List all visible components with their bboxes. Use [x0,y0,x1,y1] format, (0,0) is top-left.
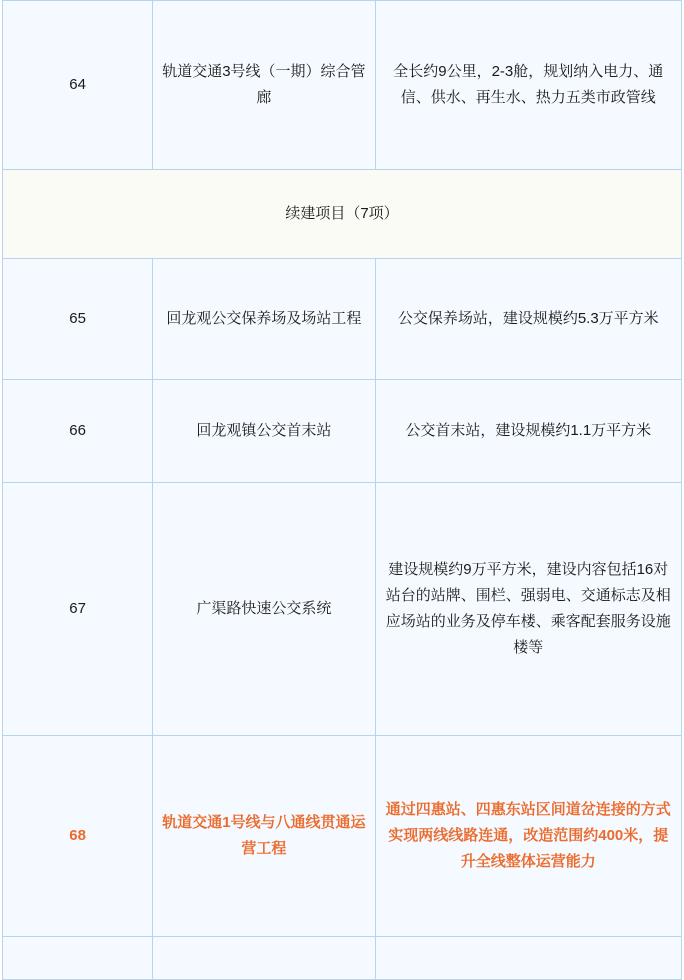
project-table [2,0,682,980]
row-index: 67 [3,483,153,736]
row-description [375,937,681,980]
row-project-name: 广渠路快速公交系统 [153,483,375,736]
row-description: 全长约9公里，2-3舱，规划纳入电力、通信、供水、再生水、热力五类市政管线 [375,1,681,170]
row-description: 公交保养场站，建设规模约5.3万平方米 [375,259,681,380]
row-index: 66 [3,380,153,483]
row-description: 通过四惠站、四惠东站区间道岔连接的方式实现两线线路连通，改造范围约400米，提升全线整体运营能力 [375,736,681,937]
row-index [3,937,153,980]
table-row-partial [3,937,682,980]
project-table-body [3,1,682,980]
table-row [3,483,682,736]
table-row [3,380,682,483]
row-index: 68 [3,736,153,937]
section-label: 续建项目（7项） [3,170,682,259]
table-section-row [3,170,682,259]
row-project-name: 轨道交通1号线与八通线贯通运营工程 [153,736,375,937]
table-row [3,1,682,170]
row-project-name: 回龙观镇公交首末站 [153,380,375,483]
row-description: 公交首末站，建设规模约1.1万平方米 [375,380,681,483]
row-project-name: 回龙观公交保养场及场站工程 [153,259,375,380]
row-project-name [153,937,375,980]
row-project-name: 轨道交通3号线（一期）综合管廊 [153,1,375,170]
table-row [3,259,682,380]
row-index: 65 [3,259,153,380]
row-description: 建设规模约9万平方米，建设内容包括16对站台的站牌、围栏、强弱电、交通标志及相应场站的业务及停车楼、乘客配套服务设施楼等 [375,483,681,736]
table-row-highlighted [3,736,682,937]
row-index: 64 [3,1,153,170]
